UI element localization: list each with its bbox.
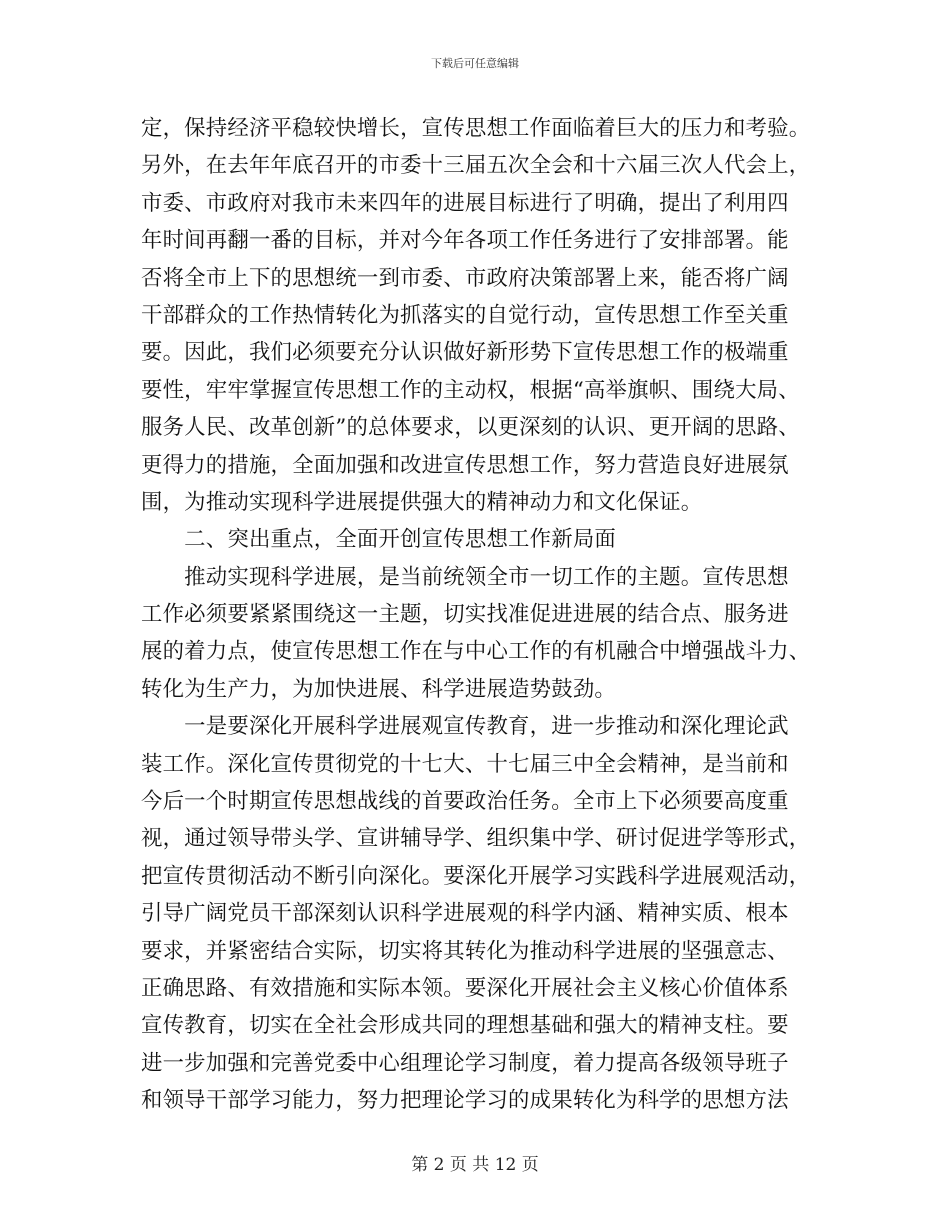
text-line: 更得力的措施，全面加强和改进宣传思想工作，努力营造良好进展氛: [141, 452, 789, 478]
text-line: 今后一个时期宣传思想战线的首要政治任务。全市上下必须要高度重: [141, 789, 789, 815]
text-line: 否将全市上下的思想统一到市委、市政府决策部署上来，能否将广阔: [141, 265, 789, 291]
text-line: 要。因此，我们必须要充分认识做好新形势下宣传思想工作的极端重: [141, 340, 789, 366]
text-line: 服务人民、改革创新”的总体要求，以更深刻的认识、更开阔的思路、: [141, 415, 800, 441]
text-line: 视，通过领导带头学、宣讲辅导学、组织集中学、研讨促进学等形式，: [141, 826, 811, 852]
text-line: 进一步加强和完善党委中心组理论学习制度，着力提高各级领导班子: [141, 1050, 789, 1076]
text-line: 展的着力点，使宣传思想工作在与中心工作的有机融合中增强战斗力、: [141, 639, 811, 665]
text-line: 另外，在去年年底召开的市委十三届五次全会和十六届三次人代会上，: [141, 153, 811, 179]
text-line: 正确思路、有效措施和实际本领。要深化开展社会主义核心价值体系: [141, 975, 789, 1001]
text-line: 要求，并紧密结合实际，切实将其转化为推动科学进展的坚强意志、: [141, 938, 789, 964]
text-line: 定，保持经济平稳较快增长，宣传思想工作面临着巨大的压力和考验。: [141, 116, 811, 141]
page-header: 下载后可任意编辑: [431, 57, 519, 70]
text-line: 引导广阔党员干部深刻认识科学进展观的科学内涵、精神实质、根本: [141, 901, 789, 927]
text-line: 工作必须要紧紧围绕这一主题，切实找准促进进展的结合点、服务进: [141, 602, 789, 628]
body-text: [141, 110, 811, 1120]
text-line: 装工作。深化宣传贯彻党的十七大、十七届三中全会精神，是当前和: [141, 751, 789, 777]
text-line: 宣传教育，切实在全社会形成共同的理想基础和强大的精神支柱。要: [141, 1013, 789, 1039]
text-line: 转化为生产力，为加快进展、科学进展造势鼓劲。: [141, 676, 616, 702]
text-line: 干部群众的工作热情转化为抓落实的自觉行动，宣传思想工作至关重: [141, 302, 789, 328]
page-footer: 第 2 页 共 12 页: [411, 1155, 539, 1175]
text-line: 和领导干部学习能力，努力把理论学习的成果转化为科学的思想方法: [141, 1088, 789, 1114]
text-line: 年时间再翻一番的目标，并对今年各项工作任务进行了安排部署。能: [141, 228, 789, 254]
text-line: 围，为推动实现科学进展提供强大的精神动力和文化保证。: [141, 489, 703, 515]
text-line: 二、突出重点，全面开创宣传思想工作新局面: [141, 527, 616, 553]
text-line: 要性，牢牢掌握宣传思想工作的主动权，根据“高举旗帜、围绕大局、: [141, 377, 800, 403]
text-line: 推动实现科学进展，是当前统领全市一切工作的主题。宣传思想: [141, 564, 789, 590]
text-line: 市委、市政府对我市未来四年的进展目标进行了明确，提出了利用四: [141, 190, 789, 216]
text-line: 一是要深化开展科学进展观宣传教育，进一步推动和深化理论武: [141, 714, 789, 740]
text-line: 把宣传贯彻活动不断引向深化。要深化开展学习实践科学进展观活动，: [141, 863, 811, 889]
